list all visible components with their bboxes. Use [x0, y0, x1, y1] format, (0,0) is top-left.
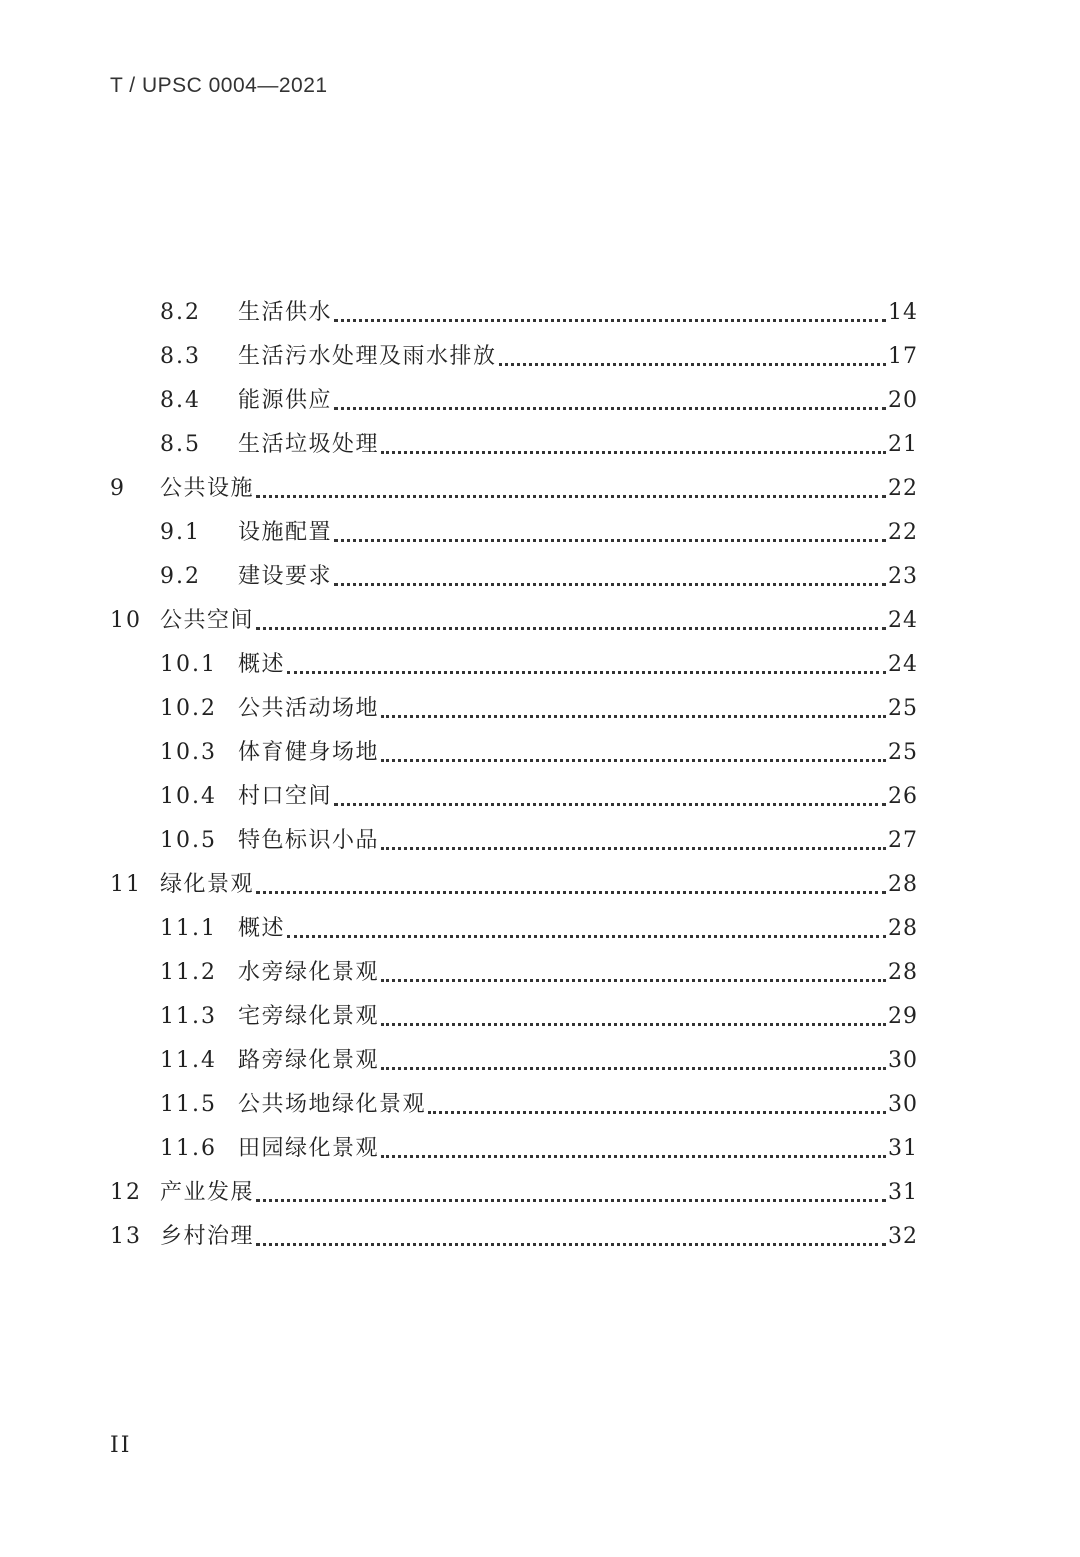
toc-entry-page: 28 [888, 960, 918, 985]
toc-entry[interactable] [0, 511, 1080, 555]
toc-entry-page: 25 [888, 740, 918, 765]
page-number: II [110, 1433, 132, 1458]
toc-entry-page: 30 [888, 1092, 918, 1117]
toc-dot-leader [254, 863, 888, 907]
toc-dot-leader [426, 1083, 888, 1127]
toc-entry[interactable] [0, 555, 1080, 599]
toc-entry-page: 30 [888, 1048, 918, 1073]
toc-entry-page: 24 [888, 608, 918, 633]
toc-entry-number: 8.3 [160, 344, 201, 369]
toc-entry-title: 公共空间 [160, 608, 255, 633]
toc-entry-page: 20 [888, 388, 918, 413]
toc-dot-leader [379, 687, 888, 731]
toc-entry-page: 32 [888, 1224, 918, 1249]
toc-dot-leader [332, 379, 888, 423]
toc-entry-page: 28 [888, 916, 918, 941]
toc-entry[interactable] [0, 1215, 1080, 1259]
toc-entry-title: 宅旁绿化景观 [238, 1004, 380, 1029]
toc-entry-page: 27 [888, 828, 918, 853]
toc-entry-number: 8.4 [160, 388, 201, 413]
toc-entry[interactable] [0, 863, 1080, 907]
toc-entry-number: 12 [110, 1180, 142, 1205]
toc-dot-leader [254, 599, 888, 643]
toc-entry-title: 公共活动场地 [238, 696, 380, 721]
toc-dot-leader [254, 467, 888, 511]
toc-entry[interactable] [0, 291, 1080, 335]
toc-dot-leader [285, 643, 888, 687]
toc-entry[interactable] [0, 1039, 1080, 1083]
toc-entry-number: 10.5 [160, 828, 217, 853]
toc-entry-title: 特色标识小品 [238, 828, 380, 853]
toc-entry-number: 11.5 [160, 1092, 217, 1117]
toc-dot-leader [254, 1215, 888, 1259]
toc-dot-leader [332, 511, 888, 555]
toc-entry-number: 11.1 [160, 916, 217, 941]
toc-entry-number: 10.1 [160, 652, 217, 677]
toc-entry-page: 29 [888, 1004, 918, 1029]
toc-entry-number: 11.4 [160, 1048, 217, 1073]
toc-entry-title: 路旁绿化景观 [238, 1048, 380, 1073]
toc-entry-page: 28 [888, 872, 918, 897]
toc-entry-page: 25 [888, 696, 918, 721]
toc-entry-title: 绿化景观 [160, 872, 255, 897]
toc-dot-leader [379, 819, 888, 863]
toc-entry[interactable] [0, 335, 1080, 379]
toc-entry[interactable] [0, 819, 1080, 863]
toc-dot-leader [379, 1127, 888, 1171]
toc-entry-number: 11 [110, 872, 142, 897]
toc-dot-leader [379, 423, 888, 467]
toc-entry[interactable] [0, 643, 1080, 687]
toc-entry-title: 能源供应 [238, 388, 333, 413]
toc-entry[interactable] [0, 995, 1080, 1039]
toc-entry-page: 31 [888, 1136, 918, 1161]
toc-entry[interactable] [0, 1127, 1080, 1171]
toc-dot-leader [379, 731, 888, 775]
toc-entry[interactable] [0, 775, 1080, 819]
toc-entry-title: 水旁绿化景观 [238, 960, 380, 985]
toc-entry-title: 田园绿化景观 [238, 1136, 380, 1161]
toc-entry-title: 生活供水 [238, 300, 333, 325]
toc-dot-leader [254, 1171, 888, 1215]
toc-entry-title: 公共场地绿化景观 [238, 1092, 427, 1117]
toc-dot-leader [379, 951, 888, 995]
toc-entry-number: 11.2 [160, 960, 217, 985]
toc-entry-title: 产业发展 [160, 1180, 255, 1205]
toc-entry-number: 13 [110, 1224, 142, 1249]
toc-entry-title: 建设要求 [238, 564, 333, 589]
toc-entry-title: 村口空间 [238, 784, 333, 809]
toc-entry[interactable] [0, 731, 1080, 775]
toc-entry-title: 乡村治理 [160, 1224, 255, 1249]
toc-entry-page: 14 [888, 300, 918, 325]
toc-entry-number: 11.3 [160, 1004, 217, 1029]
toc-entry[interactable] [0, 467, 1080, 511]
toc-entry-number: 11.6 [160, 1136, 217, 1161]
toc-dot-leader [497, 335, 888, 379]
toc-dot-leader [379, 995, 888, 1039]
toc-entry-page: 22 [888, 476, 918, 501]
toc-entry-number: 10.4 [160, 784, 217, 809]
toc-entry-page: 22 [888, 520, 918, 545]
toc-entry-title: 生活垃圾处理 [238, 432, 380, 457]
toc-entry-title: 概述 [238, 916, 286, 941]
toc-entry-number: 8.2 [160, 300, 201, 325]
toc-entry-number: 8.5 [160, 432, 201, 457]
toc-entry-title: 生活污水处理及雨水排放 [238, 344, 497, 369]
toc-entry[interactable] [0, 599, 1080, 643]
toc-entry-page: 24 [888, 652, 918, 677]
toc-entry-title: 体育健身场地 [238, 740, 380, 765]
toc-entry-page: 31 [888, 1180, 918, 1205]
toc-entry[interactable] [0, 1171, 1080, 1215]
toc-entry-number: 10.3 [160, 740, 217, 765]
toc-entry-title: 概述 [238, 652, 286, 677]
toc-entry-page: 26 [888, 784, 918, 809]
toc-entry-title: 设施配置 [238, 520, 333, 545]
toc-entry[interactable] [0, 907, 1080, 951]
toc-entry-page: 23 [888, 564, 918, 589]
toc-entry-number: 9 [110, 476, 126, 501]
document-code: T / UPSC 0004—2021 [110, 74, 328, 97]
toc-entry[interactable] [0, 1083, 1080, 1127]
toc-entry[interactable] [0, 423, 1080, 467]
toc-dot-leader [332, 775, 888, 819]
toc-entry[interactable] [0, 687, 1080, 731]
toc-entry-number: 10 [110, 608, 142, 633]
toc-dot-leader [332, 291, 888, 335]
toc-entry-number: 9.1 [160, 520, 201, 545]
toc-entry-number: 10.2 [160, 696, 217, 721]
table-of-contents [0, 291, 1080, 1259]
toc-entry-page: 21 [888, 432, 918, 457]
toc-entry[interactable] [0, 951, 1080, 995]
toc-dot-leader [379, 1039, 888, 1083]
toc-dot-leader [332, 555, 888, 599]
toc-entry-page: 17 [888, 344, 918, 369]
toc-entry[interactable] [0, 379, 1080, 423]
toc-entry-number: 9.2 [160, 564, 201, 589]
toc-dot-leader [285, 907, 888, 951]
toc-entry-title: 公共设施 [160, 476, 255, 501]
